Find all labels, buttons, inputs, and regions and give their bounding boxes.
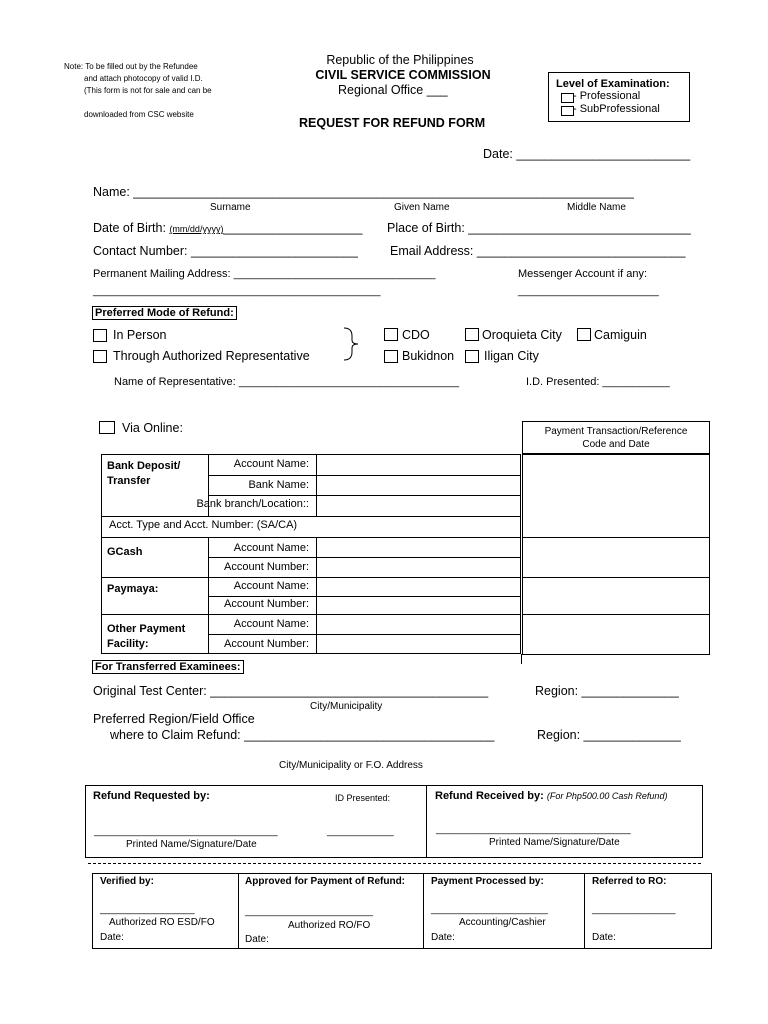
processed-signature-line[interactable]: _____________________ — [431, 904, 548, 915]
dob-field[interactable] — [93, 221, 362, 235]
region-field-1[interactable]: Region: ______________ — [535, 684, 679, 698]
approved-date-label: Date: — [245, 934, 269, 945]
processed-by-label: Payment Processed by: — [431, 876, 544, 887]
reference-header-2: Code and Date — [582, 439, 650, 450]
dob-hint: (mm/dd/yyyy) — [169, 224, 224, 234]
bank-account-name-label: Account Name: — [233, 458, 309, 470]
contact-number-field[interactable]: Contact Number: ________________________ — [93, 244, 358, 258]
bank-name-label: Bank Name: — [248, 479, 309, 491]
republic-heading: Republic of the Philippines — [326, 53, 474, 67]
oroquieta-checkbox[interactable] — [465, 328, 479, 341]
note-line-3: (This form is not for sale and can be — [84, 86, 212, 95]
cut-line-divider — [88, 863, 701, 864]
camiguin-label: Camiguin — [594, 328, 647, 342]
camiguin-checkbox[interactable] — [577, 328, 591, 341]
other-payment-title-1: Other Payment — [107, 623, 186, 635]
cdo-label: CDO — [402, 328, 430, 342]
requested-by-label: Refund Requested by: — [93, 790, 210, 802]
email-address-field[interactable]: Email Address: ______________________________ — [390, 244, 686, 258]
id-presented-label: ID Presented: — [335, 793, 391, 803]
form-title: REQUEST FOR REFUND FORM — [299, 116, 486, 130]
exam-level-title: Level of Examination: — [556, 78, 670, 90]
name-field[interactable]: Name: ________________________________________________________________________ — [93, 185, 634, 199]
received-by-label — [435, 790, 667, 802]
verified-signature-line[interactable]: _________________ — [100, 904, 195, 915]
note-line-1: Note: To be filled out by the Refundee — [64, 62, 198, 71]
receiver-printed-name-caption: Printed Name/Signature/Date — [489, 837, 620, 848]
transfer-title: For Transferred Examinees: — [92, 660, 244, 674]
city-municipality-caption: City/Municipality — [310, 701, 383, 712]
gcash-reference-cell[interactable] — [522, 537, 710, 578]
approved-label: Approved for Payment of Refund: — [245, 876, 406, 887]
other-account-name-label: Account Name: — [233, 618, 309, 630]
bank-deposit-title-2: Transfer — [107, 475, 151, 487]
iligan-label: Iligan City — [484, 349, 539, 363]
oroquieta-label: Oroquieta City — [482, 328, 562, 342]
other-account-number-label: Account Number: — [224, 638, 309, 650]
approved-signature-line[interactable]: _______________________ — [245, 906, 373, 917]
note-line-4: downloaded from CSC website — [84, 110, 194, 119]
paymaya-account-name-label: Account Name: — [233, 580, 309, 592]
gcash-account-name-label: Account Name: — [233, 542, 309, 554]
mailing-address-field[interactable]: Permanent Mailing Address: _________________________________ — [93, 268, 436, 280]
gcash-title: GCash — [107, 546, 143, 558]
commission-heading: CIVIL SERVICE COMMISSION — [315, 68, 491, 82]
id-presented-field[interactable]: I.D. Presented: ___________ — [526, 376, 670, 388]
other-payment-title-2: Facility: — [107, 638, 149, 650]
dob-line: ____________________ — [223, 221, 363, 235]
paymaya-reference-cell[interactable] — [522, 577, 710, 615]
messenger-field[interactable]: _______________________ — [518, 285, 659, 297]
surname-caption: Surname — [210, 202, 251, 213]
bukidnon-checkbox[interactable] — [384, 350, 398, 363]
requester-signature-line[interactable]: _________________________________ — [94, 826, 278, 837]
brace-icon — [340, 327, 370, 361]
dob-label: Date of Birth: — [93, 221, 166, 235]
given-name-caption: Given Name — [394, 202, 450, 213]
processed-date-label: Date: — [431, 932, 455, 943]
preferred-region-label: Preferred Region/Field Office — [93, 712, 255, 726]
received-by-note: (For Php500.00 Cash Refund) — [546, 791, 668, 801]
bank-branch-label: Bank branch/Location:: — [196, 498, 309, 510]
requester-id-line[interactable]: ____________ — [327, 826, 394, 837]
note-line-2: and attach photocopy of valid I.D. — [84, 74, 203, 83]
received-by-title: Refund Received by: — [435, 790, 544, 802]
bukidnon-label: Bukidnon — [402, 349, 455, 363]
via-online-checkbox[interactable] — [99, 421, 115, 434]
referred-to-label: Referred to RO: — [592, 876, 667, 887]
bank-reference-cell[interactable] — [522, 454, 710, 538]
paymaya-title: Paymaya: — [107, 583, 159, 595]
claim-refund-field[interactable]: where to Claim Refund: ____________________________________ — [110, 728, 495, 742]
in-person-label: In Person — [113, 328, 167, 342]
authorized-rep-label: Through Authorized Representative — [113, 349, 310, 363]
paymaya-account-number-label: Account Number: — [224, 598, 309, 610]
regional-office: Regional Office ___ — [338, 83, 448, 97]
gcash-account-number-label: Account Number: — [224, 561, 309, 573]
authorized-rep-checkbox[interactable] — [93, 350, 107, 363]
referred-date-label: Date: — [592, 932, 616, 943]
refund-mode-title: Preferred Mode of Refund: — [92, 306, 237, 320]
representative-name-field[interactable]: Name of Representative: ____________________________________ — [114, 376, 459, 388]
referred-signature-line[interactable]: _______________ — [592, 904, 676, 915]
requester-printed-name-caption: Printed Name/Signature/Date — [126, 839, 257, 850]
subprofessional-label: - SubProfessional — [573, 103, 660, 115]
via-online-label: Via Online: — [122, 421, 183, 435]
other-reference-cell[interactable] — [522, 614, 710, 655]
verified-by-label: Verified by: — [100, 876, 154, 887]
place-of-birth-field[interactable]: Place of Birth: ________________________________ — [387, 221, 691, 235]
middle-name-caption: Middle Name — [567, 202, 626, 213]
professional-label: - Professional — [573, 90, 641, 102]
reference-header-1: Payment Transaction/Reference — [544, 426, 688, 437]
accounting-caption: Accounting/Cashier — [459, 917, 546, 928]
cdo-checkbox[interactable] — [384, 328, 398, 341]
date-field[interactable]: Date: _________________________ — [483, 147, 691, 161]
messenger-label: Messenger Account if any: — [518, 268, 648, 280]
city-fo-caption: City/Municipality or F.O. Address — [279, 760, 423, 771]
acct-type-label: Acct. Type and Acct. Number: (SA/CA) — [109, 519, 298, 531]
receiver-signature-line[interactable]: ___________________________________ — [436, 824, 631, 835]
authorized-ro-caption: Authorized RO/FO — [288, 920, 371, 931]
bank-deposit-title-1: Bank Deposit/ — [107, 460, 181, 472]
mailing-address-line2[interactable]: _______________________________________________ — [93, 285, 381, 297]
in-person-checkbox[interactable] — [93, 329, 107, 342]
authorized-esd-caption: Authorized RO ESD/FO — [109, 917, 215, 928]
original-test-center-field[interactable]: Original Test Center: ________________________________________ — [93, 684, 489, 698]
iligan-checkbox[interactable] — [465, 350, 479, 363]
verified-date-label: Date: — [100, 932, 124, 943]
region-field-2[interactable]: Region: ______________ — [537, 728, 681, 742]
